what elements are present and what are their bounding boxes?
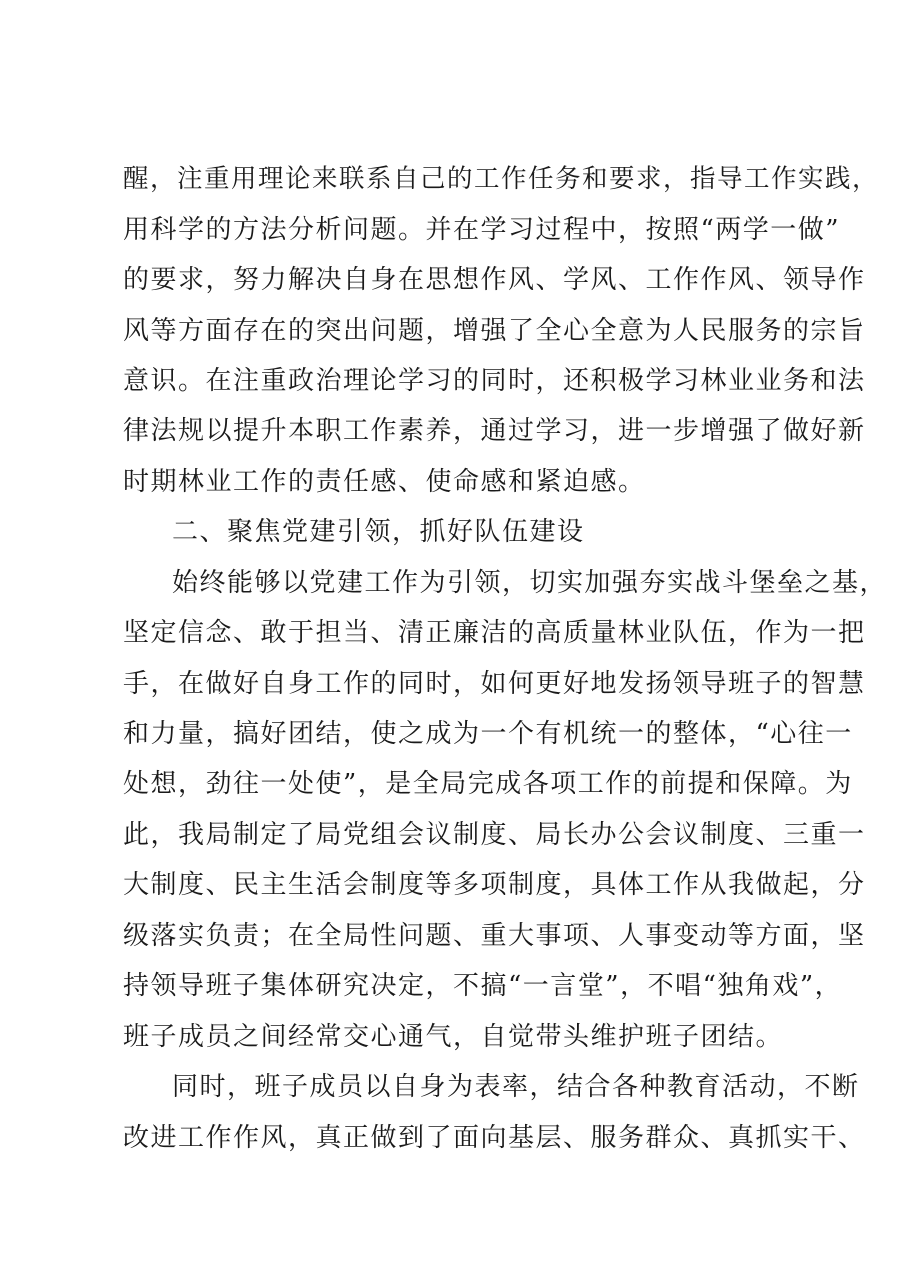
text-line: 班子成员之间经常交心通气，自觉带头维护班子团结。 [123,1022,784,1052]
text-line: 处想，劲往一处使”，是全局完成各项工作的前提和保障。为 [123,769,853,799]
text-line: 级落实负责；在全局性问题、重大事项、人事变动等方面，坚 [123,921,866,951]
text-line: 时期林业工作的责任感、使命感和紧迫感。 [123,467,646,497]
text-line: 坚定信念、敢于担当、清正廉洁的高质量林业队伍，作为一把 [123,618,866,648]
text-line: 改进工作作风，真正做到了面向基层、服务群众、真抓实干、 [123,1123,866,1153]
text-line: 用科学的方法分析问题。并在学习过程中，按照“两学一做” [123,215,841,245]
text-line: 风等方面存在的突出问题，增强了全心全意为人民服务的宗旨 [123,316,866,346]
text-line: 意识。在注重政治理论学习的同时，还积极学习林业业务和法 [123,366,866,396]
text-line: 和力量，搞好团结，使之成为一个有机统一的整体，“心往一 [123,719,853,749]
text-line: 手，在做好自身工作的同时，如何更好地发扬领导班子的智慧 [123,669,866,699]
text-line: 同时，班子成员以自身为表率，结合各种教育活动，不断 [172,1072,860,1102]
section-heading: 二、聚焦党建引领，抓好队伍建设 [172,517,585,547]
text-line: 此，我局制定了局党组会议制度、局长办公会议制度、三重一 [123,820,866,850]
text-line: 醒，注重用理论来联系自己的工作任务和要求，指导工作实践， [123,164,880,194]
text-line: 律法规以提升本职工作素养，通过学习，进一步增强了做好新 [123,416,866,446]
text-line: 始终能够以党建工作为引领，切实加强夯实战斗堡垒之基， [172,568,888,598]
text-line: 的要求，努力解决自身在思想作风、学风、工作作风、领导作 [123,265,866,295]
text-line: 大制度、民主生活会制度等多项制度，具体工作从我做起，分 [123,870,866,900]
text-line: 持领导班子集体研究决定，不搞“一言堂”，不唱“独角戏”， [123,971,843,1001]
